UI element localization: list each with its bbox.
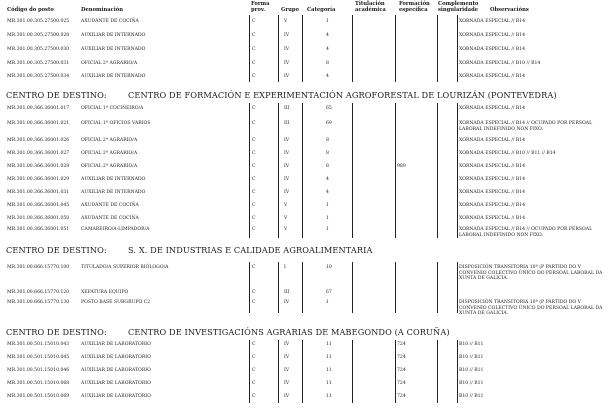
cell-categoria: 1: [326, 203, 329, 208]
cell-denominacion: POSTO BASE SUBGRUPO C2: [81, 300, 151, 305]
cell-grupo: IV: [284, 177, 290, 182]
table-row: [0, 121, 615, 135]
cell-denominacion: CAMAREIRO/A-LIMPADOR/A: [81, 227, 150, 232]
cell-grupo: IV: [284, 394, 290, 399]
table-row: [0, 300, 615, 314]
cell-denominacion: OFICIAL 2ª AGRARIO/A: [81, 164, 138, 169]
cell-grupo: IV: [284, 190, 290, 195]
cell-observacions: B10 // B11: [459, 355, 484, 360]
cell-codigo: MR.301.00.366.36001.045: [7, 203, 70, 208]
cell-categoria: 1: [326, 300, 329, 305]
table-row: [0, 106, 615, 120]
cell-codigo: MR.301.00.501.15010.046: [7, 368, 70, 373]
cell-grupo: IV: [284, 381, 290, 386]
cell-grupo: IV: [284, 138, 290, 143]
cell-formacion: 724: [397, 381, 406, 386]
header-codigo: Código do posto: [7, 7, 54, 13]
cell-codigo: MR.301.00.501.15010.069: [7, 394, 70, 399]
table-row: [0, 227, 615, 241]
cell-denominacion: AUXILIAR DE INTERNADO: [81, 33, 146, 38]
cell-codigo: MR.301.00.366.36001.029: [7, 177, 70, 182]
cell-categoria: 1: [326, 216, 329, 221]
cell-categoria: 11: [326, 381, 332, 386]
cell-denominacion: AUXILIAR DE INTERNADO: [81, 177, 146, 182]
table-row: [0, 368, 615, 382]
cell-observacions: B10 // B11: [459, 394, 484, 399]
cell-codigo: MR.301.00.366.36001.051: [7, 227, 70, 232]
cell-codigo: MR.301.00.501.15010.068: [7, 381, 70, 386]
cell-grupo: IV: [284, 61, 290, 66]
cell-categoria: 8: [326, 138, 329, 143]
cell-observacions: XORNADA ESPECIAL // B14: [459, 164, 526, 169]
cell-categoria: 8: [326, 61, 329, 66]
cell-formacion: 989: [397, 164, 406, 169]
cell-forma: C: [252, 203, 256, 208]
cell-denominacion: AUXILIAR DE LABORATORIO: [81, 394, 151, 399]
header-grupo: Grupo: [281, 7, 300, 13]
header-observacions: Observacións: [490, 7, 529, 13]
section-center-name: CENTRO DE FORMACIÓN E EXPERIMENTACIÓN AGROFORESTAL DE LOURIZÁN (PONTEVEDRA): [128, 90, 557, 100]
cell-codigo: MR.301.00.366.36001.026: [7, 138, 70, 143]
table-row: [0, 381, 615, 395]
table-row: [0, 151, 615, 165]
cell-denominacion: AXUDANTE DE COCIÑA: [81, 203, 139, 208]
cell-codigo: MR.301.00.666.15770.100: [7, 265, 70, 270]
table-row: [0, 355, 615, 369]
cell-observacions: DISPOSICIÓN TRANSITORIA 10ª (P PARTIDO DO V CONVENIO COLECTIVO ÚNICO DO PERSOAL LABORAL DA XUNTA DE GALICIA.: [459, 300, 603, 316]
cell-forma: C: [252, 121, 256, 126]
cell-formacion: 724: [397, 368, 406, 373]
cell-grupo: III: [284, 121, 290, 126]
cell-categoria: 11: [326, 368, 332, 373]
section-heading: [6, 246, 372, 255]
cell-codigo: MR.301.00.305.27500.031: [7, 61, 70, 66]
cell-codigo: MR.301.00.366.36001.050: [7, 216, 70, 221]
cell-observacions: B10 // B11: [459, 368, 484, 373]
cell-forma: C: [252, 381, 256, 386]
cell-forma: C: [252, 138, 256, 143]
cell-denominacion: AUXILIAR DE LABORATORIO: [81, 355, 151, 360]
cell-denominacion: OFICIAL 2ª AGRARIO/A: [81, 151, 138, 156]
cell-grupo: IV: [284, 342, 290, 347]
cell-grupo: IV: [284, 47, 290, 52]
cell-grupo: IV: [284, 151, 290, 156]
cell-codigo: MR.301.00.666.15770.120: [7, 290, 70, 295]
cell-grupo: V: [284, 227, 288, 232]
cell-grupo: V: [284, 216, 288, 221]
cell-observacions: XORNADA ESPECIAL // B10 // B14: [459, 61, 541, 66]
cell-observacions: XORNADA ESPECIAL // B14: [459, 216, 526, 221]
table-row: [0, 61, 615, 75]
cell-categoria: 10: [326, 265, 332, 270]
header-complemento: Complemento singularidade: [438, 1, 479, 13]
cell-denominacion: AXUDANTE DE COCIÑA: [81, 19, 139, 24]
cell-forma: C: [252, 61, 256, 66]
cell-forma: C: [252, 216, 256, 221]
cell-forma: C: [252, 164, 256, 169]
cell-grupo: V: [284, 19, 288, 24]
cell-categoria: 8: [326, 164, 329, 169]
cell-categoria: 4: [326, 47, 329, 52]
cell-forma: C: [252, 33, 256, 38]
cell-forma: C: [252, 190, 256, 195]
cell-denominacion: AUXILIAR DE INTERNADO: [81, 74, 146, 79]
header-denominacion: Denominación: [81, 7, 123, 13]
cell-categoria: 1: [326, 19, 329, 24]
cell-categoria: 11: [326, 394, 332, 399]
cell-codigo: MR.301.00.305.27500.025: [7, 19, 70, 24]
cell-categoria: 1: [326, 227, 329, 232]
cell-observacions: B10 // B11: [459, 342, 484, 347]
cell-denominacion: AXUDANTE DE COCIÑA: [81, 216, 139, 221]
cell-formacion: 724: [397, 342, 406, 347]
section-label: CENTRO DE DESTINO:: [6, 245, 107, 255]
cell-denominacion: OFICIAL 1ª OFICIOS VARIOS: [81, 121, 151, 126]
cell-forma: C: [252, 47, 256, 52]
cell-denominacion: AUXILIAR DE LABORATORIO: [81, 381, 151, 386]
cell-grupo: IV: [284, 355, 290, 360]
cell-categoria: 4: [326, 190, 329, 195]
cell-forma: C: [252, 342, 256, 347]
cell-observacions: XORNADA ESPECIAL // B14: [459, 74, 526, 79]
cell-observacions: XORNADA ESPECIAL // B14: [459, 190, 526, 195]
table-row: [0, 33, 615, 47]
table-row: [0, 177, 615, 191]
cell-codigo: MR.301.00.366.36001.027: [7, 151, 70, 156]
cell-observacions: XORNADA ESPECIAL // B14: [459, 177, 526, 182]
cell-codigo: MR.301.00.305.27500.028: [7, 33, 70, 38]
cell-forma: C: [252, 106, 256, 111]
cell-denominacion: AUXILIAR DE INTERNADO: [81, 47, 146, 52]
section-heading: [6, 91, 557, 100]
cell-forma: C: [252, 300, 256, 305]
cell-codigo: MR.301.00.305.27500.030: [7, 47, 70, 52]
section-label: CENTRO DE DESTINO:: [6, 327, 107, 337]
cell-codigo: MR.301.00.501.15010.045: [7, 355, 70, 360]
table-row: [0, 47, 615, 61]
cell-denominacion: AUXILIAR DE LABORATORIO: [81, 368, 151, 373]
cell-grupo: IV: [284, 368, 290, 373]
header-titulacion: Titulación académica: [355, 1, 386, 13]
cell-forma: C: [252, 355, 256, 360]
cell-codigo: MR.301.00.366.36001.031: [7, 190, 70, 195]
table-row: [0, 138, 615, 152]
cell-observacions: XORNADA ESPECIAL // B14: [459, 19, 526, 24]
cell-forma: C: [252, 151, 256, 156]
table-row: [0, 19, 615, 33]
cell-categoria: 11: [326, 342, 332, 347]
cell-forma: C: [252, 227, 256, 232]
section-label: CENTRO DE DESTINO:: [6, 90, 107, 100]
cell-denominacion: AUXILIAR DE INTERNADO: [81, 190, 146, 195]
cell-categoria: 11: [326, 355, 332, 360]
table-row: [0, 342, 615, 356]
cell-categoria: 65: [326, 106, 332, 111]
cell-categoria: 4: [326, 74, 329, 79]
cell-grupo: IV: [284, 74, 290, 79]
cell-observacions: XORNADA ESPECIAL // B14: [459, 203, 526, 208]
cell-forma: C: [252, 74, 256, 79]
cell-observacions: XORNADA ESPECIAL // B14: [459, 33, 526, 38]
cell-grupo: IV: [284, 300, 290, 305]
cell-denominacion: OFICIAL 2ª AGRARIO/A: [81, 138, 138, 143]
table-row: [0, 203, 615, 217]
cell-forma: C: [252, 265, 256, 270]
table-row: [0, 74, 615, 88]
cell-grupo: IV: [284, 164, 290, 169]
cell-codigo: MR.301.00.305.27500.034: [7, 74, 70, 79]
table-row: [0, 164, 615, 178]
cell-observacions: XORNADA ESPECIAL // B14: [459, 47, 526, 52]
section-center-name: CENTRO DE INVESTIGACIÓNS AGRARIAS DE MABEGONDO (A CORUÑA): [128, 327, 450, 337]
table-row: [0, 265, 615, 279]
cell-codigo: MR.301.00.366.36001.017: [7, 106, 70, 111]
cell-forma: C: [252, 290, 256, 295]
cell-denominacion: OFICIAL 1ª COCIÑEIRO/A: [81, 106, 144, 111]
cell-grupo: III: [284, 106, 290, 111]
cell-denominacion: OFICIAL 2ª AGRARIO/A: [81, 61, 138, 66]
cell-categoria: 69: [326, 121, 332, 126]
table-row: [0, 394, 615, 408]
cell-observacions: XORNADA ESPECIAL // B14 // OCUPADO POR PERSOAL LABORAL INDEFINIDO NON FIXO.: [459, 121, 593, 132]
cell-codigo: MR.301.00.366.36001.021: [7, 121, 70, 126]
cell-forma: C: [252, 368, 256, 373]
cell-forma: C: [252, 394, 256, 399]
cell-formacion: 724: [397, 394, 406, 399]
cell-observacions: XORNADA ESPECIAL // B14: [459, 106, 526, 111]
cell-categoria: 4: [326, 177, 329, 182]
cell-categoria: 8: [326, 151, 329, 156]
cell-observacions: XORNADA ESPECIAL // B14: [459, 138, 526, 143]
table-row: [0, 190, 615, 204]
cell-categoria: 67: [326, 290, 332, 295]
cell-observacions: DISPOSICIÓN TRANSITORIA 10ª (P PARTIDO DO V CONVENIO COLECTIVO ÚNICO DO PERSOAL LABORAL DA XUNTA DE GALICIA.: [459, 265, 603, 281]
cell-observacions: B10 // B11: [459, 381, 484, 386]
cell-grupo: III: [284, 290, 290, 295]
header-categoria: Categoría: [307, 7, 336, 13]
cell-denominacion: TITULADO/A SUPERIOR BIÓLOGO/A: [81, 265, 169, 270]
cell-grupo: I: [284, 265, 286, 270]
cell-grupo: V: [284, 203, 288, 208]
cell-formacion: 724: [397, 355, 406, 360]
cell-denominacion: XEFATURA EQUIPO: [81, 290, 129, 295]
cell-observacions: XORNADA ESPECIAL // B14 // OCUPADO POR PERSOAL LABORAL INDEFINIDO NON FIXO.: [459, 227, 593, 238]
table-header: [0, 0, 615, 18]
header-forma: Forma prov.: [251, 1, 270, 13]
cell-grupo: IV: [284, 33, 290, 38]
cell-codigo: MR.301.00.501.15010.043: [7, 342, 70, 347]
cell-categoria: 4: [326, 33, 329, 38]
section-center-name: S. X. DE INDUSTRIAS E CALIDADE AGROALIMENTARIA: [128, 245, 373, 255]
cell-codigo: MR.301.00.666.15770.130: [7, 300, 70, 305]
cell-forma: C: [252, 19, 256, 24]
cell-denominacion: AUXILIAR DE LABORATORIO: [81, 342, 151, 347]
header-formacion: Formación específica: [399, 1, 430, 13]
cell-codigo: MR.301.00.366.36001.028: [7, 164, 70, 169]
section-heading: [6, 328, 450, 337]
cell-forma: C: [252, 177, 256, 182]
cell-observacions: XORNADA ESPECIAL // B10 // B11 // B14: [459, 151, 556, 156]
